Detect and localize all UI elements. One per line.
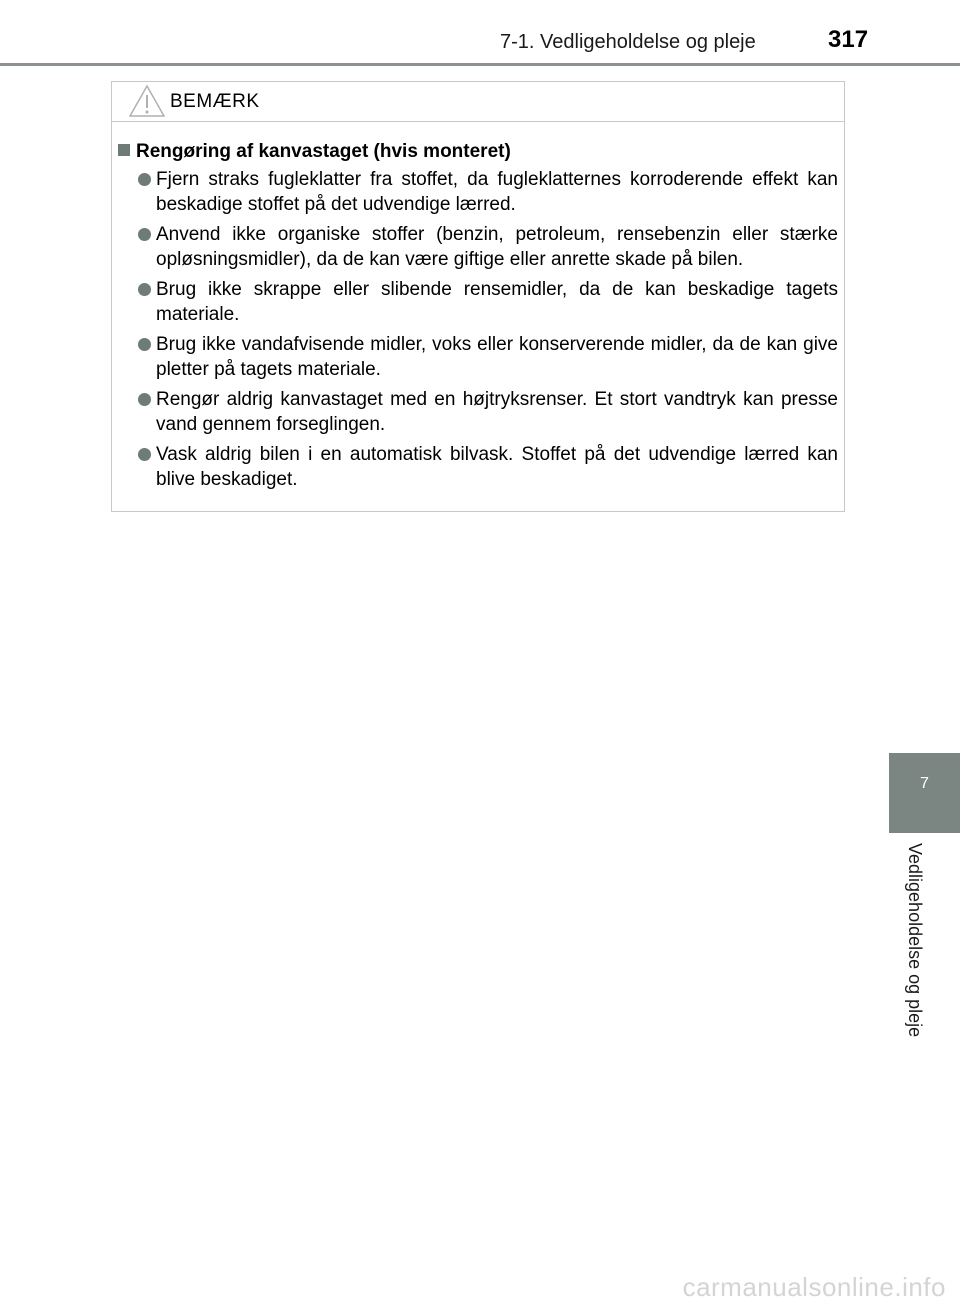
list-item: [138, 277, 838, 327]
list-item-text: Rengør aldrig kanvastaget med en højtryksrenser. Et stort vandtryk kan presse vand gennem forseglingen.: [156, 389, 838, 435]
note-header: [112, 82, 844, 122]
list-item: [138, 387, 838, 437]
chapter-number: 7: [920, 775, 929, 792]
header-divider: [0, 63, 960, 66]
list-item-text: Brug ikke vandafvisende midler, voks eller konserverende midler, da de kan give pletter på tagets materiale.: [156, 334, 838, 380]
chapter-title: Vedligeholdelse og pleje: [905, 843, 925, 1038]
section-heading-text: Rengøring af kanvastaget (hvis monteret): [136, 141, 511, 162]
warning-triangle-icon: [128, 84, 166, 118]
header-section-title: 7-1. Vedligeholdelse og pleje: [500, 31, 756, 53]
bullet-dot-icon: [138, 283, 151, 296]
note-box: [111, 81, 845, 512]
bullet-list: [138, 167, 838, 497]
list-item-text: Fjern straks fugleklatter fra stoffet, da fugleklatternes korroderende effekt kan beskadige stoffet på det udvendige lærred.: [156, 169, 838, 215]
chapter-tab: [889, 753, 960, 833]
bullet-dot-icon: [138, 338, 151, 351]
list-item: [138, 442, 838, 492]
bullet-dot-icon: [138, 448, 151, 461]
section-heading: [118, 140, 511, 164]
bullet-dot-icon: [138, 228, 151, 241]
note-label: BEMÆRK: [170, 91, 260, 112]
list-item-text: Anvend ikke organiske stoffer (benzin, petroleum, rensebenzin eller stærke opløsningsmidler), da de kan være giftige eller anrette skade på bilen.: [156, 224, 838, 270]
page-number: 317: [828, 26, 869, 53]
list-item: [138, 222, 838, 272]
list-item-text: Vask aldrig bilen i en automatisk bilvask. Stoffet på det udvendige lærred kan blive beskadiget.: [156, 444, 838, 490]
watermark: carmanualsonline.info: [682, 1272, 946, 1302]
square-bullet-icon: [118, 144, 130, 156]
chapter-side-label: [905, 843, 945, 1063]
bullet-dot-icon: [138, 393, 151, 406]
list-item-text: Brug ikke skrappe eller slibende rensemidler, da de kan beskadige tagets materiale.: [156, 279, 838, 325]
list-item: [138, 167, 838, 217]
list-item: [138, 332, 838, 382]
bullet-dot-icon: [138, 173, 151, 186]
